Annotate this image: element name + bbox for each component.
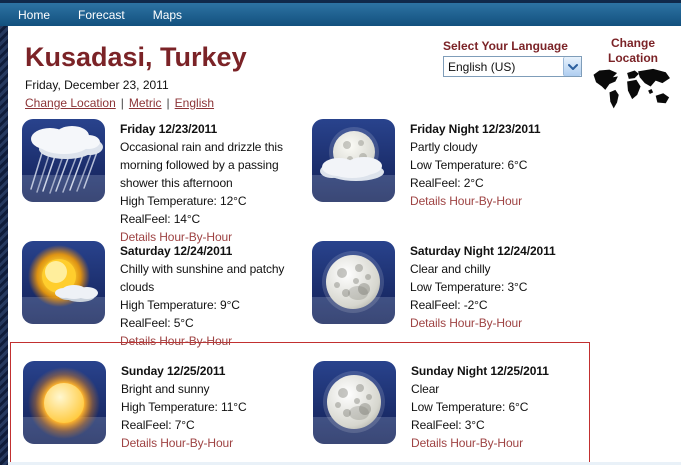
full-moon-icon <box>312 241 395 324</box>
details-hour-by-hour-link[interactable]: Details Hour-By-Hour <box>410 194 523 208</box>
forecast-realfeel: RealFeel: 14°C <box>120 212 201 226</box>
language-select[interactable] <box>443 56 582 77</box>
forecast-text <box>120 242 312 348</box>
top-nav <box>0 0 681 26</box>
details-hour-by-hour-link[interactable]: Details Hour-By-Hour <box>120 334 233 348</box>
forecast-title: Sunday Night 12/25/2011 <box>411 364 549 378</box>
nav-item-forecast[interactable]: Forecast <box>78 7 125 22</box>
change-location-link[interactable]: Change Location <box>25 96 116 110</box>
language-select-label: Select Your Language <box>443 39 568 53</box>
forecast-card-sunday-day <box>23 361 313 452</box>
link-separator: | <box>166 96 170 110</box>
forecast-description: Occasional rain and drizzle this morning followed by a passing shower this afternoon <box>120 140 283 190</box>
details-hour-by-hour-link[interactable]: Details Hour-By-Hour <box>121 436 234 450</box>
change-location-widget-label: Change Location <box>608 36 658 65</box>
sun-patchy-cloud-icon <box>22 241 105 324</box>
forecast-card-saturday-day <box>22 241 312 348</box>
forecast-description: Clear <box>411 382 440 396</box>
forecast-card-saturday-night <box>312 241 602 342</box>
forecast-title: Saturday 12/24/2011 <box>120 244 233 258</box>
link-separator: | <box>120 96 124 110</box>
header-links <box>25 96 681 110</box>
forecast-realfeel: RealFeel: 7°C <box>121 418 195 432</box>
forecast-text <box>410 242 602 342</box>
forecast-title: Friday Night 12/23/2011 <box>410 122 541 136</box>
forecast-realfeel: RealFeel: 3°C <box>411 418 485 432</box>
forecast-temperature: Low Temperature: 6°C <box>411 400 529 414</box>
details-hour-by-hour-link[interactable]: Details Hour-By-Hour <box>120 230 233 244</box>
details-hour-by-hour-link[interactable]: Details Hour-By-Hour <box>410 316 523 330</box>
full-moon-icon <box>313 361 396 444</box>
forecast-temperature: Low Temperature: 6°C <box>410 158 528 172</box>
forecast-text <box>120 120 312 244</box>
moon-behind-cloud-icon <box>312 119 395 202</box>
forecast-title: Saturday Night 12/24/2011 <box>410 244 556 258</box>
forecast-text <box>121 362 313 452</box>
forecast-description: Bright and sunny <box>121 382 210 396</box>
world-map-icon[interactable] <box>590 68 676 110</box>
change-location-widget[interactable] <box>586 36 680 115</box>
forecast-text <box>411 362 603 452</box>
forecast-title: Sunday 12/25/2011 <box>121 364 226 378</box>
forecast-card-friday-day <box>22 119 312 244</box>
language-selector-block <box>443 39 593 77</box>
nav-item-home[interactable]: Home <box>18 7 51 22</box>
forecast-description: Clear and chilly <box>410 262 491 276</box>
bright-sun-icon <box>23 361 106 444</box>
rain-icon <box>22 119 105 202</box>
forecast-row-sunday <box>23 361 589 452</box>
forecast-realfeel: RealFeel: 5°C <box>120 316 194 330</box>
english-link[interactable]: English <box>174 96 215 110</box>
forecast-description: Partly cloudy <box>410 140 478 154</box>
language-select-value: English (US) <box>448 59 516 74</box>
forecast-card-friday-night <box>312 119 602 241</box>
highlighted-forecast-box <box>10 342 590 465</box>
page-edge-decoration <box>0 0 8 465</box>
forecast-temperature: High Temperature: 11°C <box>121 400 247 414</box>
forecast-realfeel: RealFeel: 2°C <box>410 176 484 190</box>
forecast-text <box>410 120 602 241</box>
forecast-temperature: Low Temperature: 3°C <box>410 280 528 294</box>
chevron-down-icon[interactable] <box>563 57 581 76</box>
forecast-temperature: High Temperature: 12°C <box>120 194 247 208</box>
forecast-description: Chilly with sunshine and patchy clouds <box>120 262 285 294</box>
forecast-title: Friday 12/23/2011 <box>120 122 218 136</box>
forecast-row-friday <box>8 119 681 244</box>
forecast-row-saturday <box>8 241 681 348</box>
forecast-temperature: High Temperature: 9°C <box>120 298 240 312</box>
forecast-realfeel: RealFeel: -2°C <box>410 298 488 312</box>
forecast-card-sunday-night <box>313 361 603 452</box>
metric-link[interactable]: Metric <box>128 96 162 110</box>
page-title: Kusadasi, Turkey <box>25 42 247 72</box>
details-hour-by-hour-link[interactable]: Details Hour-By-Hour <box>411 436 524 450</box>
current-date: Friday, December 23, 2011 <box>25 78 169 92</box>
nav-item-maps[interactable]: Maps <box>152 7 183 22</box>
main-content <box>8 26 681 465</box>
